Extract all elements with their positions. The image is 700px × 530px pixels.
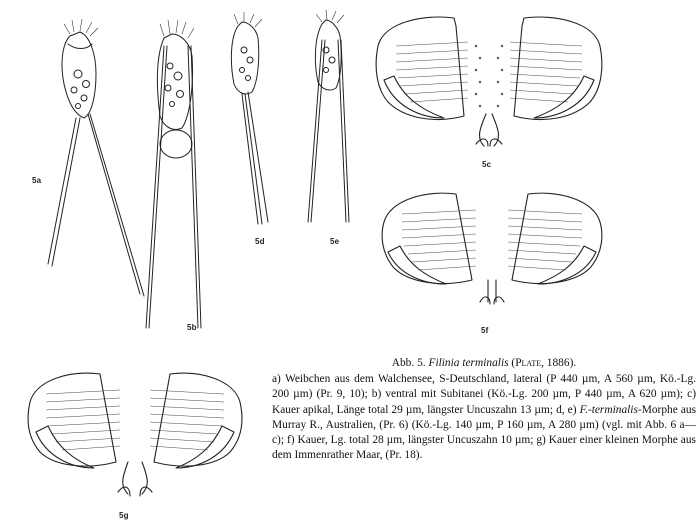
caption-author-open: ( <box>511 357 516 369</box>
label-5c: 5c <box>482 160 492 169</box>
caption-author-year: , 1886). <box>541 357 577 369</box>
caption-body <box>272 372 696 463</box>
caption-figure-number: Abb. 5. <box>391 357 426 369</box>
caption-form-name: F.-terminalis <box>579 403 638 416</box>
caption-species-name: Filinia terminalis <box>428 357 509 369</box>
drawing-5b-ventral-female <box>140 16 220 336</box>
label-5a: 5a <box>32 176 42 185</box>
drawing-5g-mastax-small-morph <box>18 362 252 508</box>
caption-author: Plate <box>515 357 542 369</box>
drawing-5a-lateral-female <box>40 14 150 314</box>
drawing-5e-murray-morph-ventral <box>300 10 360 232</box>
label-5b: 5b <box>187 323 197 332</box>
figure-caption <box>272 356 696 463</box>
label-5g: 5g <box>119 511 129 520</box>
caption-title <box>272 356 696 371</box>
label-5e: 5e <box>330 237 340 246</box>
caption-text-part-b: -Morphe aus Murray R., Australien, (Pr. 6) (Kö.-Lg. 140 µm, P 160 µm, A 280 µm) (vgl. mit Abb. 6 a—c); f) Kauer, Lg. total 28 µm, längster Uncuszahn 10 µm; g) Kauer einer kleinen Morphe aus dem Immenrather Maar, (Pr. 18). <box>272 403 697 462</box>
drawing-5d-murray-morph <box>222 12 282 234</box>
drawing-5f-mastax <box>372 180 612 320</box>
drawing-5c-mastax-apical <box>364 6 614 156</box>
caption-text-part-a: a) Weibchen aus dem Walchensee, S-Deutschland, lateral (P 440 µm, A 560 µm, Kö.-Lg. 200 µm) (Pr. 9, 10); b) ventral mit Subitanei (Kö.-Lg. 200 µm, P 440 µm, A 620 µm); c) Kauer apikal, Länge total 29 µm, längster Uncuszahn 13 µm; d, e) <box>272 373 696 416</box>
label-5d: 5d <box>255 237 265 246</box>
label-5f: 5f <box>481 326 489 335</box>
